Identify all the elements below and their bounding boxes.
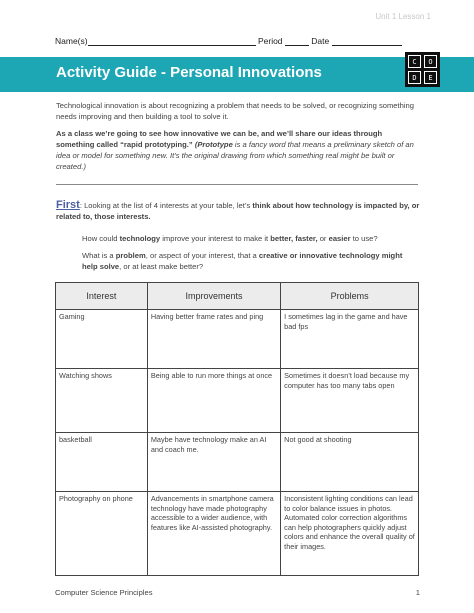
interest-cell: Gaming <box>56 310 148 369</box>
question-1 <box>82 233 420 244</box>
code-logo <box>405 52 440 87</box>
period-line <box>285 36 309 46</box>
q1-text: improve your interest to make it <box>162 234 269 243</box>
first-text: : Looking at the list of 4 interests at your table, let’s <box>79 201 251 210</box>
first-instruction <box>56 200 420 222</box>
table-row <box>56 433 419 492</box>
problem-cell: Sometimes it doesn’t load because my computer has too many tabs open <box>281 369 419 433</box>
improvement-cell: Being able to run more things at once <box>147 369 280 433</box>
logo-letter: D <box>408 71 421 84</box>
header-improvements: Improvements <box>147 283 280 310</box>
intro-paragraph: Technological innovation is about recognizing a problem that needs to be solved, or recognizing something needs improving and then building a tool to solve it. <box>56 101 414 121</box>
prototype-term: (Prototype <box>194 140 233 149</box>
page-number: 1 <box>415 588 420 597</box>
q2-text: What is a <box>82 251 114 260</box>
divider <box>56 184 418 185</box>
q1-text: or <box>319 234 327 243</box>
problem-cell: Not good at shooting <box>281 433 419 492</box>
unit-lesson-label: Unit 1 Lesson 1 <box>375 12 431 21</box>
prototype-definition: is a fancy word that means a preliminary sketch of an idea or model for something new. It’s the original drawing from which something real might be built or created.) <box>56 140 414 171</box>
footer-course: Computer Science Principles <box>55 588 153 597</box>
q1-bold: better, faster, <box>270 234 318 243</box>
date-line <box>332 36 402 46</box>
intro-bold-text: As a class we’re going to see how innovative we can be, and we’ll share our ideas through something called “rapid prototyping.” <box>56 129 383 149</box>
interest-cell: basketball <box>56 433 148 492</box>
q1-bold: technology <box>119 234 161 243</box>
q2-text: , or at least make better? <box>119 262 204 271</box>
date-label: Date <box>311 36 330 46</box>
title-banner <box>0 57 474 92</box>
q2-bold: creative or innovative technology might help solve <box>82 251 403 271</box>
interest-cell: Watching shows <box>56 369 148 433</box>
q1-text: How could <box>82 234 118 243</box>
problem-cell: Inconsistent lighting conditions can lead to color balance issues in photos. Automated color correction algorithms can help photographers quickly adjust colors and enhance the overall quality of their images. <box>281 492 419 576</box>
problem-cell: I sometimes lag in the game and have bad fps <box>281 310 419 369</box>
name-label: Name(s) <box>55 36 88 46</box>
header-interest: Interest <box>56 283 148 310</box>
interests-table <box>55 282 419 576</box>
logo-letter: C <box>408 55 421 68</box>
improvement-cell: Advancements in smartphone camera technology have made photography accessible to a wider audience, with features like AI-assisted photography. <box>147 492 280 576</box>
table-row <box>56 369 419 433</box>
logo-letter: E <box>424 71 437 84</box>
header-problems: Problems <box>281 283 419 310</box>
q1-text: to use? <box>352 234 378 243</box>
footer <box>55 588 420 597</box>
q2-bold: problem <box>115 251 146 260</box>
question-2 <box>82 250 420 272</box>
period-label: Period <box>257 36 283 46</box>
improvement-cell: Having better frame rates and ping <box>147 310 280 369</box>
table-row <box>56 492 419 576</box>
table-header-row <box>56 283 419 310</box>
improvement-cell: Maybe have technology make an AI and coach me. <box>147 433 280 492</box>
q2-text: , or aspect of your interest, that a <box>145 251 257 260</box>
name-line <box>88 36 256 46</box>
page-title: Activity Guide - Personal Innovations <box>56 64 322 81</box>
name-period-date-row <box>55 36 402 46</box>
table-row <box>56 310 419 369</box>
first-heading: First <box>56 199 80 211</box>
first-bold-text: think about how technology is impacted by, or related to, those interests. <box>56 201 420 221</box>
q1-bold: easier <box>328 234 351 243</box>
logo-letter: O <box>424 55 437 68</box>
interest-cell: Photography on phone <box>56 492 148 576</box>
rapid-prototyping-paragraph <box>56 128 420 172</box>
